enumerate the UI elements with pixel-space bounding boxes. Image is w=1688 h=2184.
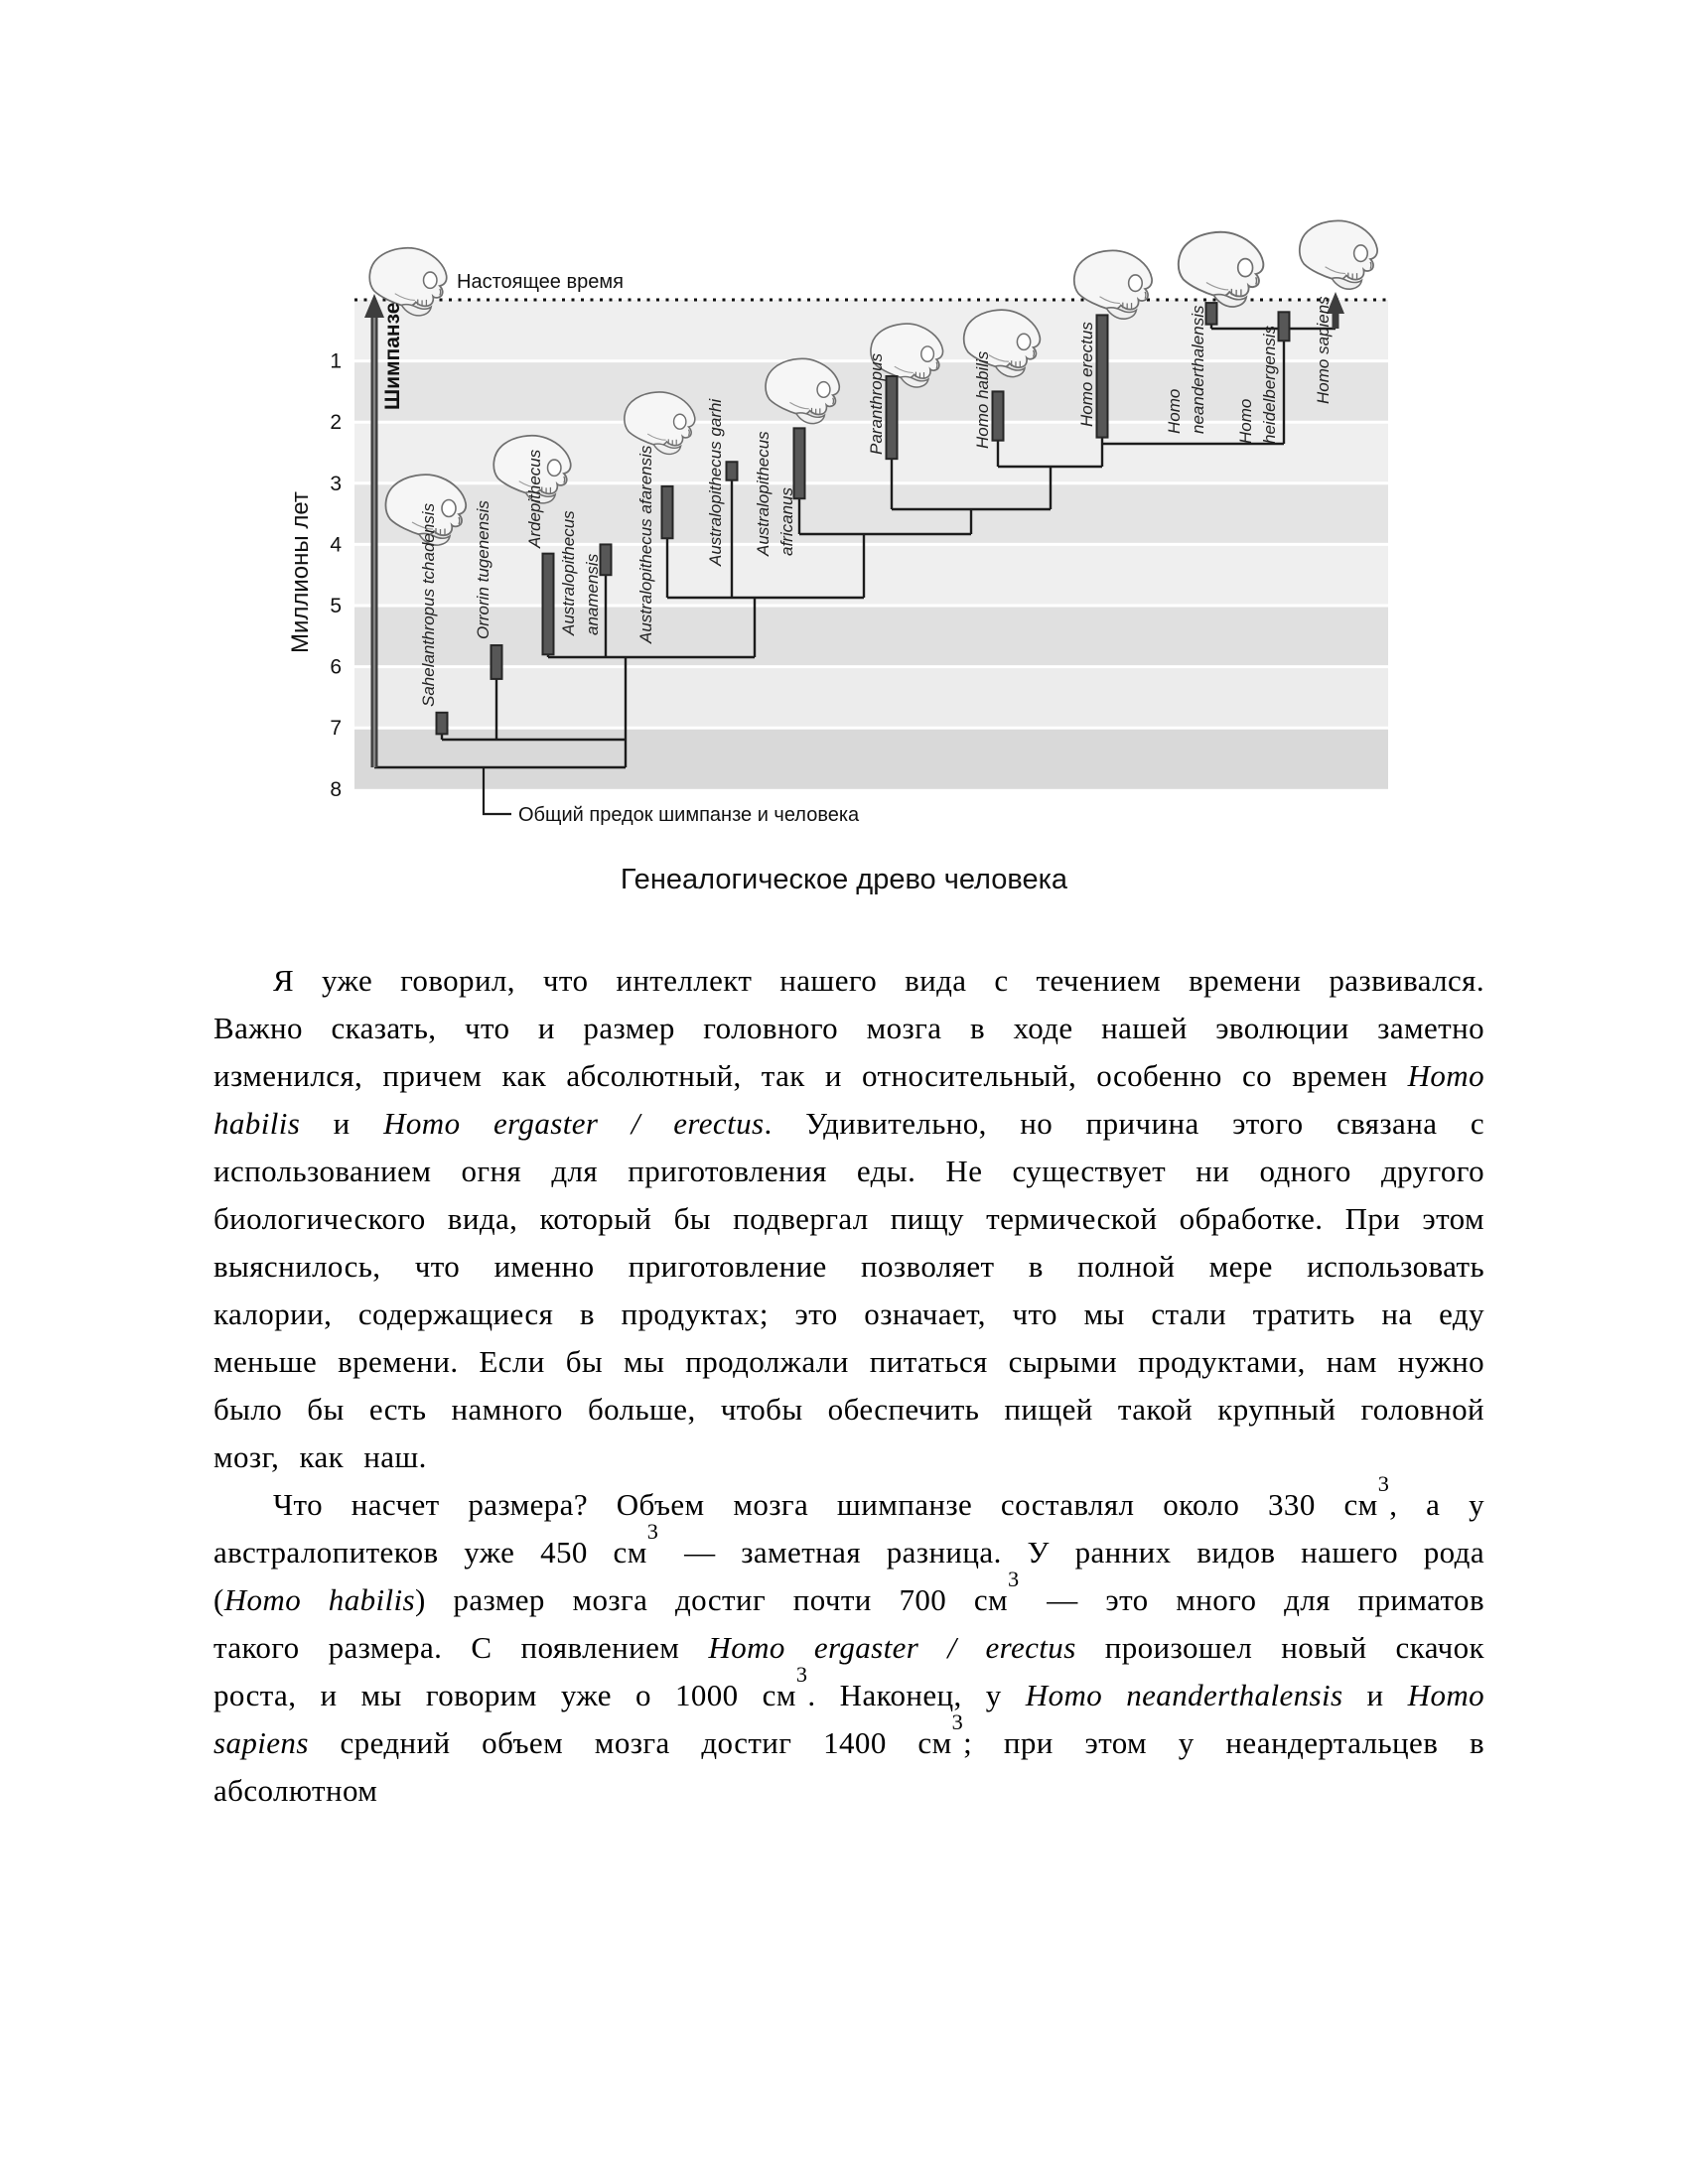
text-run: , а у австралопитеков уже 450 см	[213, 1487, 1485, 1570]
text-run: — это много для приматов такого размера. С появлением	[213, 1582, 1484, 1665]
species-name-italic: Homo ergaster / erectus	[383, 1106, 765, 1141]
present-time-label: Настоящее время	[457, 271, 624, 293]
band-7	[354, 728, 1388, 789]
bar-afarensis	[662, 486, 673, 538]
body-text	[213, 957, 1484, 1815]
paragraph-2	[213, 1471, 1485, 1815]
figure-caption: Генеалогическое древо человека	[620, 864, 1068, 895]
species-name-italic: Homo habilis	[213, 1058, 1484, 1141]
chimpanzee-label: Шимпанзе	[381, 302, 404, 410]
bar-neanderthalensis	[1206, 303, 1217, 325]
chimp-arrow-shaft-inner	[373, 314, 375, 767]
label-erectus: Homo erectus	[1077, 322, 1096, 427]
tick-4: 4	[330, 533, 342, 557]
bar-ardepithecus	[543, 554, 554, 655]
tick-6: 6	[330, 655, 342, 679]
tick-3: 3	[330, 472, 342, 495]
text-run: ; при этом у неандертальцев в абсолютном	[213, 1725, 1484, 1808]
superscript: 3	[646, 1519, 659, 1545]
label-africanus: Australopithecus africanus	[754, 431, 796, 556]
species-name-italic: Homo sapiens	[213, 1678, 1485, 1760]
superscript: 3	[795, 1662, 808, 1688]
label-afarensis: Australopithecus afarensis	[636, 445, 655, 643]
axis-label: Миллионы лет	[287, 491, 314, 653]
species-name-italic: Homo ergaster / erectus	[708, 1630, 1076, 1665]
tick-7: 7	[330, 717, 342, 741]
bar-anamensis	[601, 544, 612, 575]
bar-habilis	[993, 391, 1004, 440]
skull-sapiens	[1300, 220, 1377, 289]
tick-2: 2	[330, 411, 342, 435]
label-sapiens: Homo sapiens	[1314, 296, 1333, 404]
label-sahelanthropus: Sahelanthropus tchadensis	[419, 502, 438, 707]
label-anamensis: Australopithecus anamensis	[559, 510, 602, 635]
tick-5: 5	[330, 595, 342, 617]
bar-sahelanthropus	[437, 713, 448, 735]
bar-paranthropus	[887, 376, 898, 459]
band-4	[354, 544, 1388, 606]
label-orrorin: Orrorin tugenensis	[474, 500, 492, 639]
skull-neanderthalensis	[1179, 232, 1264, 307]
text-run: и	[300, 1106, 384, 1141]
paragraph-1	[213, 957, 1484, 1481]
superscript: 3	[1008, 1567, 1020, 1592]
label-paranthropus: Paranthropus	[867, 352, 886, 455]
superscript: 3	[1377, 1471, 1390, 1497]
text-run: — заметная разница. У ранних видов нашего рода (	[213, 1535, 1485, 1617]
text-run: Что насчет размера? Объем мозга шимпанзе составлял около 330 см	[273, 1487, 1378, 1522]
band-6	[354, 667, 1388, 729]
bar-garhi	[727, 462, 738, 479]
common-ancestor-label: Общий предок шимпанзе и человека	[518, 804, 860, 826]
species-name-italic: Homo neanderthalensis	[1025, 1678, 1343, 1712]
tick-1: 1	[330, 349, 342, 373]
figure-phylogenetic-tree	[0, 0, 1688, 943]
text-run: Я уже говорил, что интеллект нашего вида с течением времени развивался. Важно сказать, что и размер головного мозга в ходе нашей эволюции заметно изменился, причем как абсолютный, так и относительный, особенно со времен	[213, 963, 1484, 1093]
bar-erectus	[1097, 315, 1108, 437]
text-run: произошел новый скачок роста, и мы говорим уже о 1000 см	[213, 1630, 1484, 1712]
text-run: . Наконец, у	[807, 1678, 1026, 1712]
axis-ticks	[330, 350, 342, 801]
text-run: . Удивительно, но причина этого связана с использованием огня для приготовления еды. Не существует ни одного другого биологического вида, который бы подвергал пищу термической обработке. При этом выяснилось, что именно приготовление позволяет в полной мере использовать калории, содержащиеся в продуктах; это означает, что мы стали тратить на еду меньше времени. Если бы мы продолжали питаться сырыми продуктами, нам нужно было бы есть намного больше, чтобы обеспечить пищей такой крупный головной мозг, как наш.	[213, 1106, 1484, 1474]
text-run: ) размер мозга достиг почти 700 см	[415, 1582, 1009, 1617]
label-habilis: Homo habilis	[973, 350, 992, 449]
text-run: средний объем мозга достиг 1400 см	[308, 1725, 952, 1760]
bar-heidelbergensis	[1279, 312, 1290, 341]
band-5	[354, 606, 1388, 667]
label-ardepithecus: Ardepithecus	[525, 449, 544, 548]
label-heidelbergensis: Homo heidelbergensis	[1236, 325, 1279, 444]
label-garhi: Australopithecus garhi	[706, 398, 725, 566]
superscript: 3	[951, 1709, 964, 1735]
text-run: и	[1342, 1678, 1408, 1712]
tick-8: 8	[330, 777, 342, 801]
label-neanderthalensis: Homo neanderthalensis	[1165, 305, 1207, 434]
bar-orrorin	[492, 645, 502, 679]
phylogenetic-tree-svg	[0, 0, 1688, 943]
species-name-italic: Homo habilis	[223, 1582, 416, 1617]
